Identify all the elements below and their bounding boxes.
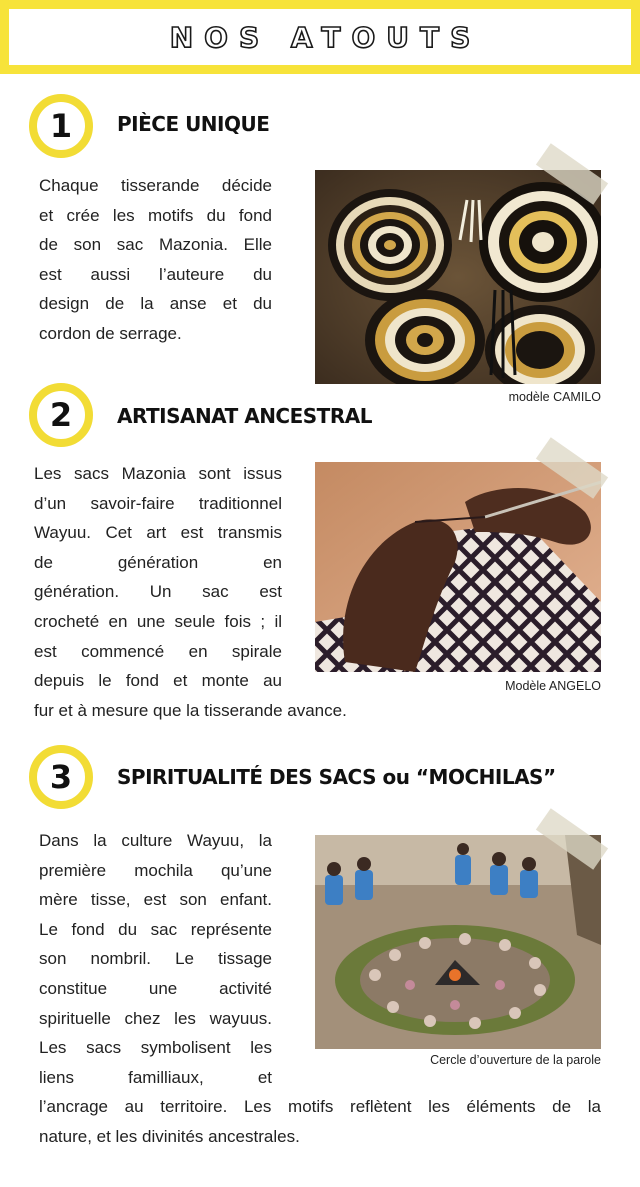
- photo-3-caption: Cercle d’ouverture de la parole: [430, 1053, 601, 1067]
- paragraph-line: nature, et les divinités ancestrales.: [39, 1126, 300, 1146]
- paragraph-line: Wayuu. Cet art est transmis: [34, 523, 282, 543]
- paragraph-line: d’un savoir-faire traditionnel: [34, 493, 282, 513]
- section-1-number-badge: [29, 94, 93, 158]
- paragraph-line: Chaque tisserande décide: [39, 176, 272, 195]
- paragraph-line: Le fond du sac représente: [39, 919, 272, 939]
- circle-ceremony-image: [315, 835, 601, 1049]
- section-1-title: PIÈCE UNIQUE: [117, 112, 270, 136]
- header-banner: [0, 0, 640, 74]
- section-2-paragraph: [34, 459, 347, 725]
- paragraph-line: constitue une activité: [39, 978, 272, 998]
- paragraph-line: design de la anse et du: [39, 294, 272, 314]
- paragraph-line: de son sac Mazonia. Elle: [39, 235, 272, 255]
- paragraph-line: première mochila qu’une: [39, 860, 272, 880]
- photo-2-caption: Modèle ANGELO: [505, 679, 601, 693]
- crochet-hands-photo: [315, 462, 601, 672]
- section-3-number: 3: [49, 758, 73, 796]
- paragraph-line: génération. Un sac est: [34, 582, 282, 602]
- mochila-bags-photo: [315, 170, 601, 384]
- paragraph-line: Les sacs symbolisent les: [39, 1038, 272, 1058]
- section-2-number: 2: [49, 396, 73, 434]
- paragraph-line: crocheté en une seule fois ; il: [34, 611, 282, 631]
- paragraph-line: son nombril. Le tissage: [39, 949, 272, 969]
- paragraph-line: Les sacs Mazonia sont issus: [34, 464, 282, 483]
- header-box: [9, 9, 631, 65]
- mochila-bags-image: [315, 170, 601, 384]
- paragraph-line: et crée les motifs du fond: [39, 205, 272, 225]
- section-3-title: SPIRITUALITÉ DES SACS ou “MOCHILAS”: [117, 765, 556, 789]
- crochet-hands-image: [315, 462, 601, 672]
- paragraph-line: fur et à mesure que la tisserande avance.: [34, 700, 347, 720]
- section-2-number-badge: [29, 383, 93, 447]
- section-1-paragraph: [39, 171, 272, 349]
- section-3-number-badge: [29, 745, 93, 809]
- paragraph-line: depuis le fond et monte au: [34, 671, 282, 691]
- paragraph-line: spirituelle chez les wayuus.: [39, 1008, 272, 1028]
- section-1-number: 1: [49, 107, 73, 145]
- paragraph-line: Dans la culture Wayuu, la: [39, 831, 272, 850]
- paragraph-line: est commencé en spirale: [34, 641, 282, 661]
- paragraph-line: est aussi l’auteure du: [39, 264, 272, 284]
- paragraph-line: mère tisse, est son enfant.: [39, 890, 272, 910]
- paragraph-line: de génération en: [34, 552, 282, 572]
- paragraph-line: liens familliaux, et: [39, 1067, 272, 1087]
- circle-ceremony-photo: [315, 835, 601, 1049]
- paragraph-line: cordon de serrage.: [39, 323, 182, 343]
- photo-1-caption: modèle CAMILO: [508, 390, 601, 404]
- page-title: NOS ATOUTS: [169, 20, 482, 54]
- section-2-title: ARTISANAT ANCESTRAL: [117, 404, 372, 428]
- paragraph-line: l’ancrage au territoire. Les motifs reflètent les éléments de la: [39, 1097, 601, 1117]
